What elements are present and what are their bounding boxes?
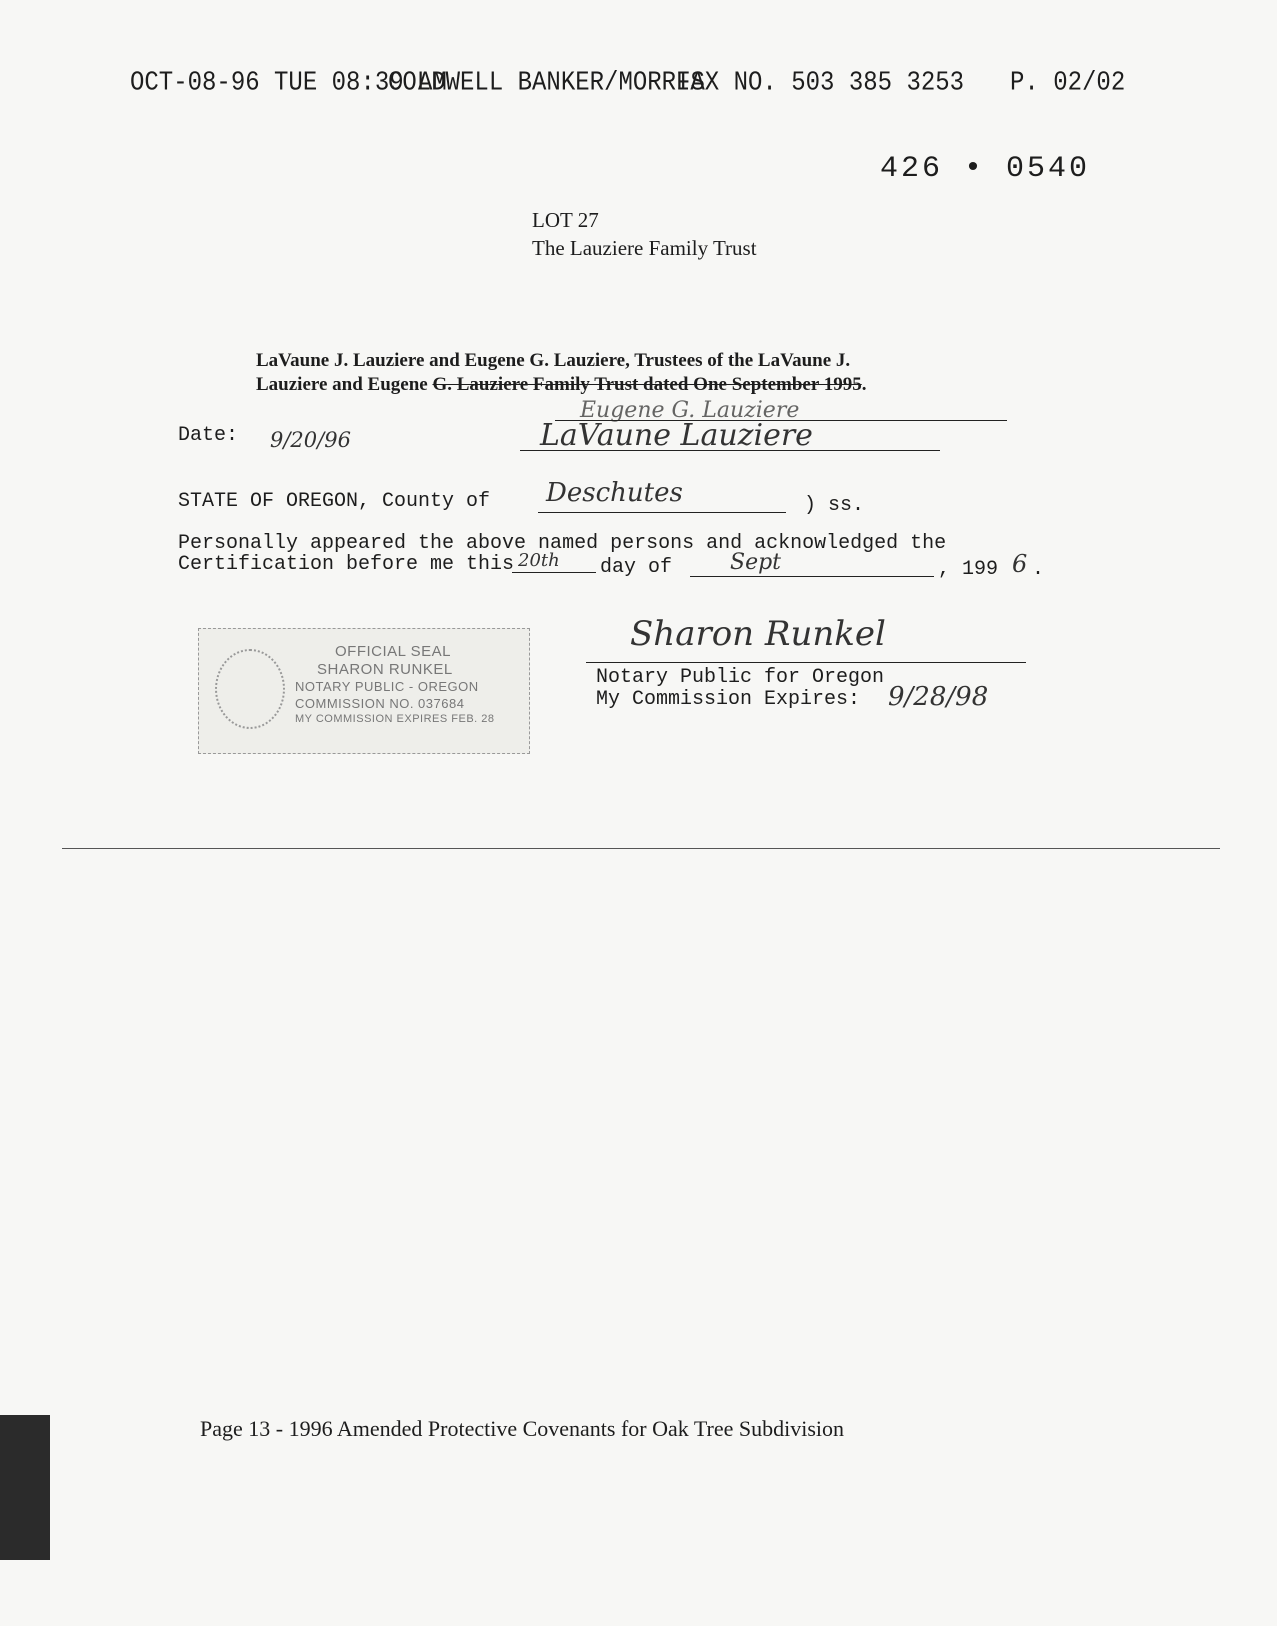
signature-lavaune: LaVaune Lauziere	[540, 418, 813, 453]
month-line	[690, 576, 934, 577]
date-value: 9/20/96	[270, 428, 351, 452]
fax-sender: COLDWELL BANKER/MORRIS	[388, 68, 705, 99]
notary-signature-line	[586, 662, 1026, 663]
seal-line-2: SHARON RUNKEL	[317, 661, 453, 678]
fax-number: FAX NO. 503 385 3253	[676, 68, 965, 99]
month-handwritten: Sept	[730, 550, 782, 575]
year-end: .	[1032, 558, 1045, 581]
ss-label: ) ss.	[804, 494, 865, 517]
page-divider	[62, 848, 1220, 849]
trustees-struck-text: G. Lauziere Family Trust dated One September 1995	[432, 374, 862, 395]
seal-line-3: NOTARY PUBLIC - OREGON	[295, 679, 479, 694]
county-handwritten: Deschutes	[546, 478, 683, 508]
signature-line-2	[520, 450, 940, 451]
trustees-line-2-end: .	[861, 374, 867, 395]
official-seal-stamp	[198, 628, 530, 754]
trustees-line-2	[256, 374, 866, 396]
commission-expires-value: 9/28/98	[888, 682, 989, 712]
notary-title: Notary Public for Oregon	[596, 666, 885, 689]
trustees-line-1: LaVaune J. Lauziere and Eugene G. Lauziere, Trustees of the LaVaune J.	[256, 350, 851, 371]
lot-title: LOT 27	[532, 208, 599, 232]
seal-line-5: MY COMMISSION EXPIRES FEB. 28	[295, 713, 495, 725]
fax-datetime: OCT-08-96 TUE 08:39 AM	[130, 68, 447, 99]
notary-signature: Sharon Runkel	[630, 614, 886, 654]
day-of-label: day of	[600, 556, 673, 579]
day-handwritten: 20th	[518, 550, 560, 571]
year-digit-handwritten: 6	[1012, 550, 1028, 578]
year-prefix: , 199	[938, 558, 999, 581]
trust-title: The Lauziere Family Trust	[532, 236, 757, 260]
document-number: 426 • 0540	[880, 152, 1091, 186]
day-line	[512, 572, 596, 573]
county-line	[538, 512, 786, 513]
signature-eugene: Eugene G. Lauziere	[580, 398, 800, 423]
commission-expires-label: My Commission Expires:	[596, 688, 861, 711]
trustees-line-2-plain: Lauziere and Eugene	[256, 374, 433, 395]
fax-page: P. 02/02	[1010, 68, 1126, 99]
seal-line-1: OFFICIAL SEAL	[335, 643, 451, 660]
acknowledgement-line-1: Personally appeared the above named persons and acknowledged the	[178, 532, 947, 555]
date-label: Date:	[178, 424, 239, 447]
page-footer: Page 13 - 1996 Amended Protective Covenants for Oak Tree Subdivision	[200, 1416, 845, 1441]
scan-edge-mark	[0, 1415, 50, 1560]
state-county-label: STATE OF OREGON, County of	[178, 490, 491, 513]
acknowledgement-line-2-prefix: Certification before me this	[178, 553, 515, 576]
seal-line-4: COMMISSION NO. 037684	[295, 696, 465, 711]
seal-emblem-icon	[215, 649, 285, 729]
